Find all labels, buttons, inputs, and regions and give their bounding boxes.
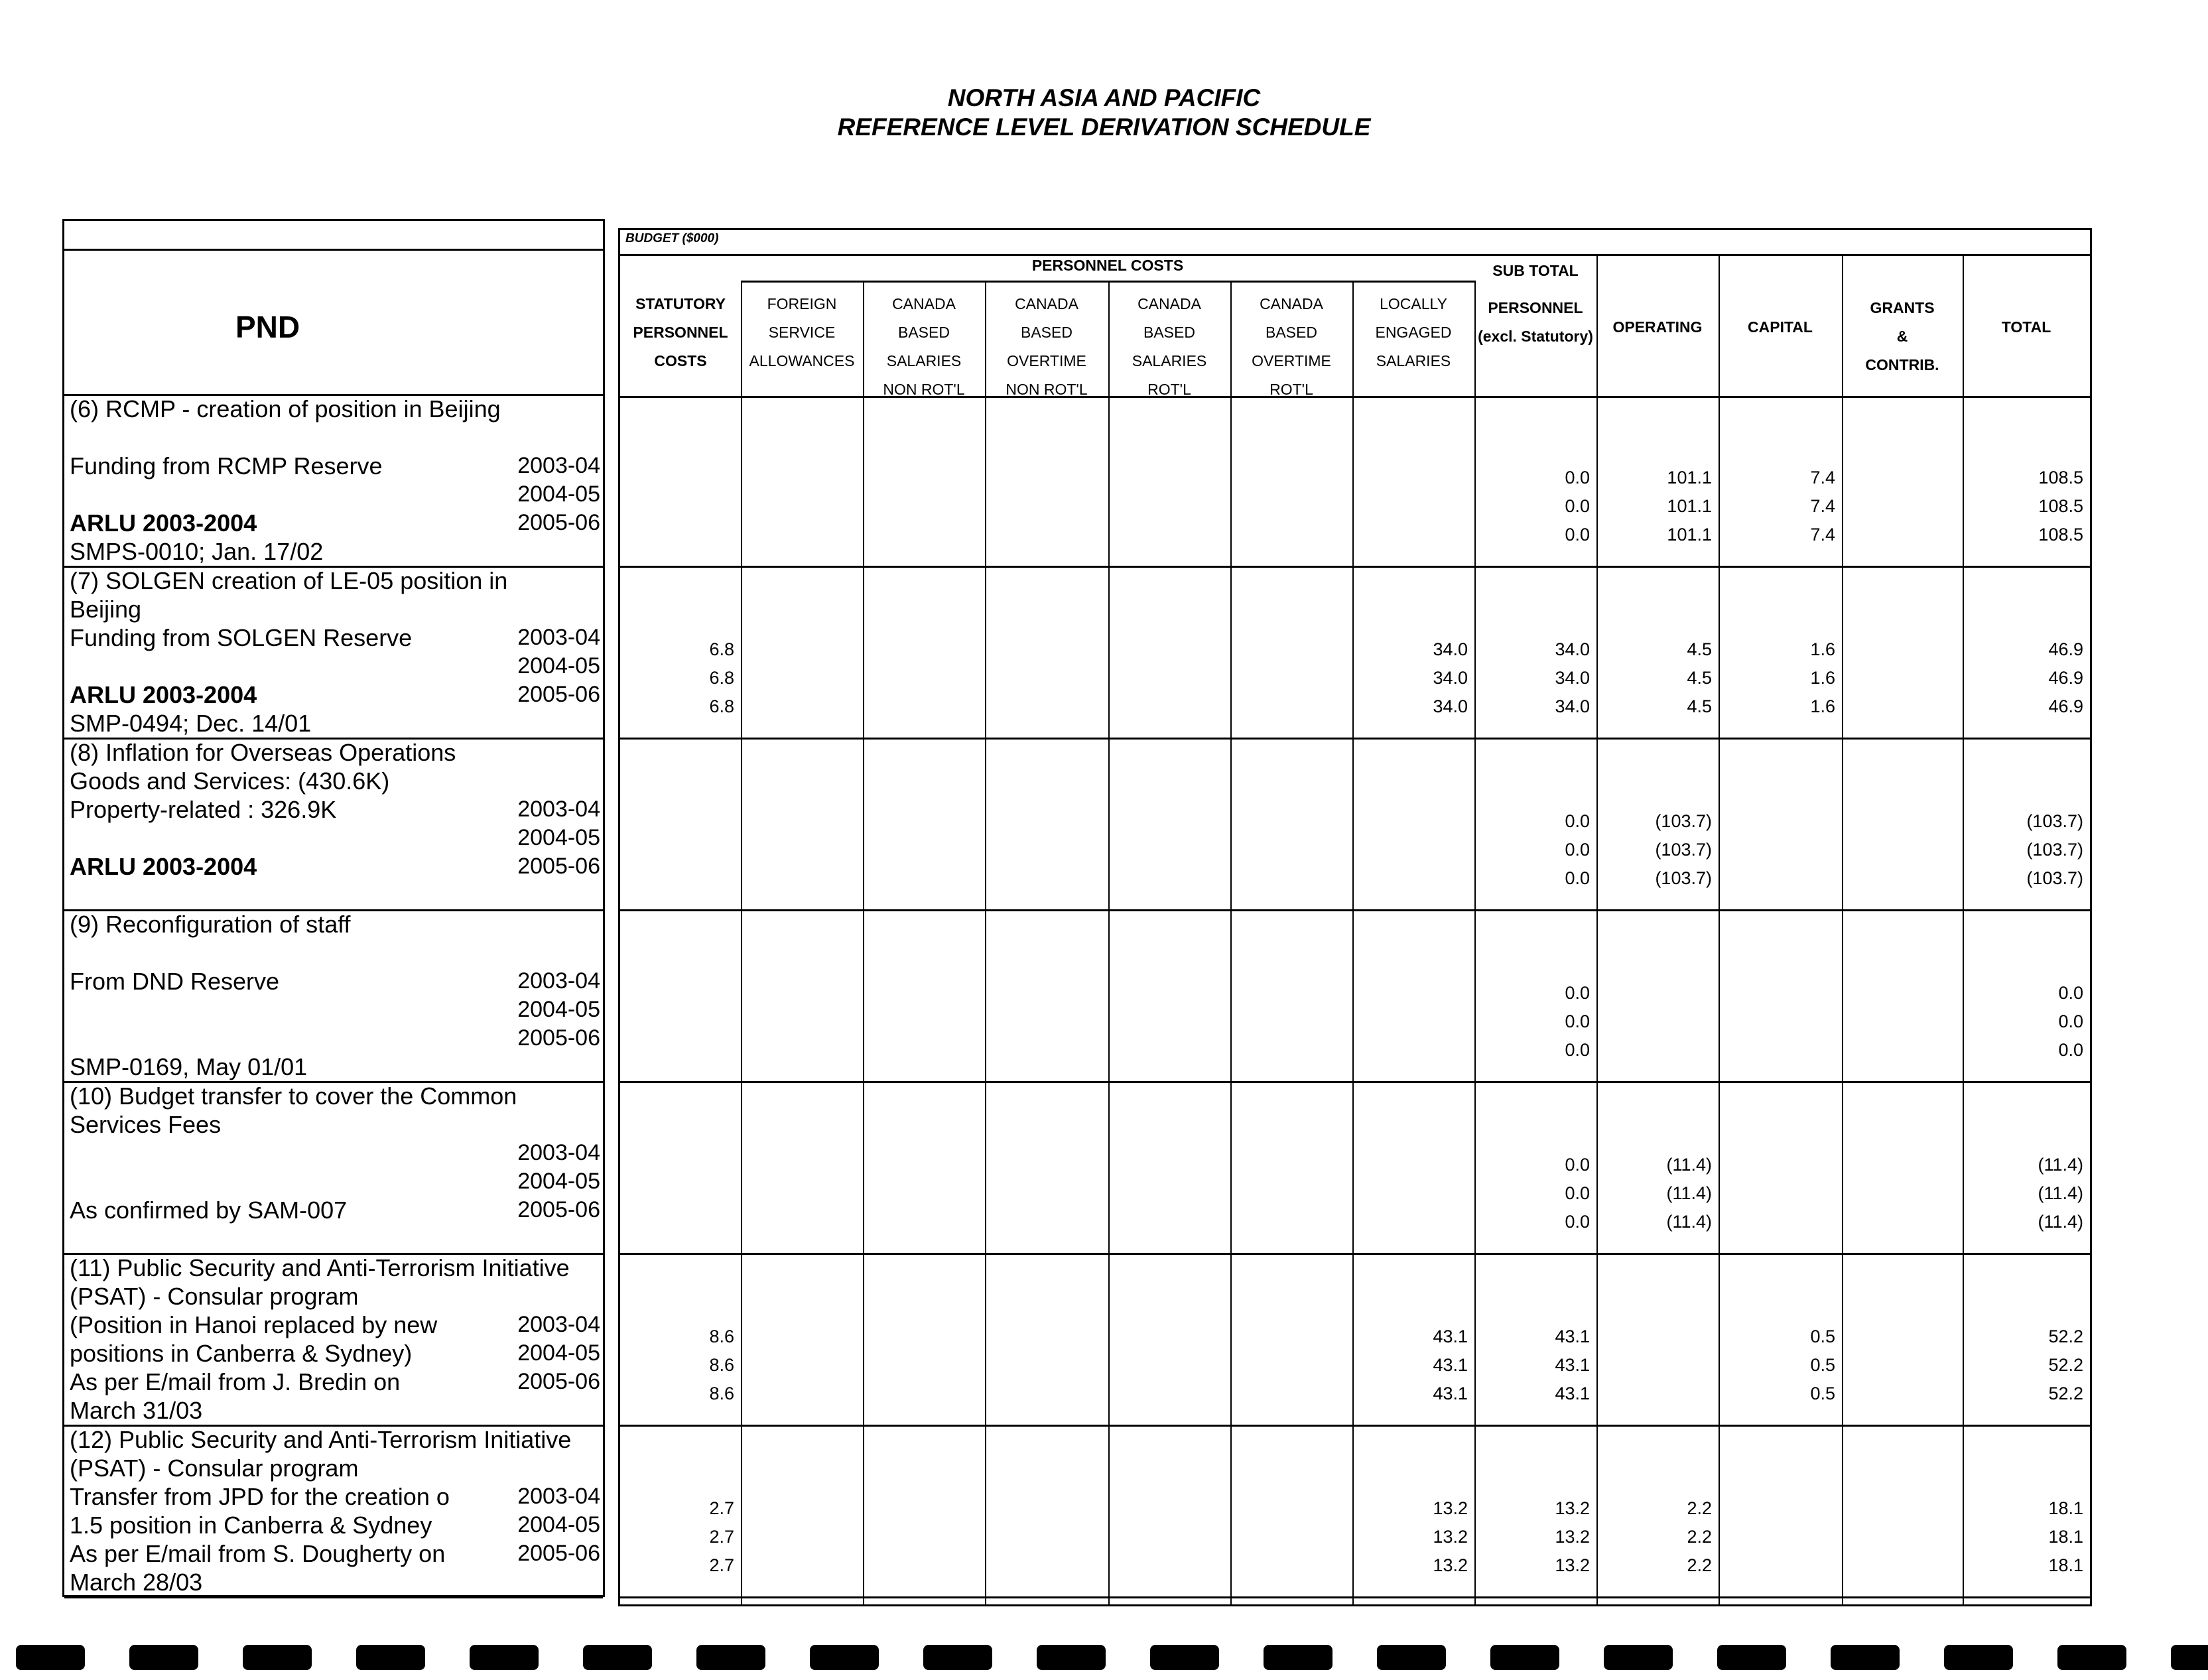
cell-value: 0.0 [1565,1155,1590,1175]
column-rule [985,281,986,1604]
cell-value: (11.4) [2038,1183,2083,1203]
item-description-line: March 28/03 [70,1569,203,1596]
cell-value: 0.0 [1565,496,1590,516]
cell-value: 108.5 [2038,496,2083,516]
cell-value: 2.7 [709,1498,734,1518]
cell-value: 0.0 [1565,525,1590,545]
cell-value: (11.4) [2038,1155,2083,1175]
perforation-mark [243,1645,312,1670]
fiscal-year: 2003-04 [517,1312,600,1337]
perforation-mark [1604,1645,1673,1670]
cell-value: 6.8 [709,639,734,659]
fiscal-year: 2005-06 [517,1197,600,1222]
item-description-line: ARLU 2003-2004 [70,681,257,708]
cell-value: 34.0 [1433,668,1468,688]
cell-value: 2.2 [1687,1527,1712,1547]
personnel-group-rule [741,281,1474,283]
cell-value: 0.0 [1565,1040,1590,1060]
fiscal-year: 2004-05 [517,482,600,507]
perforation-mark [696,1645,765,1670]
cell-value: 34.0 [1433,696,1468,716]
item-description-panel [62,219,605,1597]
cell-value: 0.0 [1565,868,1590,888]
perforation-mark [1717,1645,1786,1670]
column-header: CANADA BASED OVERTIME ROT'L [1252,295,1331,398]
cell-value: 13.2 [1555,1527,1590,1547]
item-description-line: From DND Reserve [70,968,280,995]
item-description-line: (7) SOLGEN creation of LE-05 position in [70,567,508,594]
cell-value: (103.7) [2026,840,2083,860]
cell-value: 43.1 [1555,1384,1590,1403]
fiscal-year: 2004-05 [517,997,600,1022]
cell-value: 13.2 [1555,1498,1590,1518]
cell-value: 7.4 [1810,525,1835,545]
item-description-line: (11) Public Security and Anti-Terrorism Initiative [70,1254,570,1281]
fiscal-year: 2005-06 [517,1369,600,1394]
cell-value: 13.2 [1433,1498,1468,1518]
cell-value: 4.5 [1687,696,1712,716]
perforation-mark [356,1645,425,1670]
cell-value: 7.4 [1810,468,1835,487]
sub-total-label: SUB TOTAL [1492,262,1579,279]
cell-value: (11.4) [1666,1183,1712,1203]
fiscal-year: 2004-05 [517,825,600,850]
fiscal-year: 2003-04 [517,453,600,478]
cell-value: (11.4) [2038,1212,2083,1232]
cell-value: 0.0 [1565,983,1590,1003]
item-description-line: As per E/mail from S. Dougherty on [70,1540,446,1567]
perforation-mark [1831,1645,1900,1670]
cell-value: 108.5 [2038,468,2083,487]
item-block [64,740,603,911]
item-description-line: Transfer from JPD for the creation o [70,1483,450,1510]
cell-value: 0.0 [1565,1183,1590,1203]
cell-value: 46.9 [2048,696,2083,716]
perforation-mark [1264,1645,1332,1670]
cell-value: 2.7 [709,1555,734,1575]
fiscal-year: 2003-04 [517,968,600,994]
cell-value: 6.8 [709,668,734,688]
cell-value: 43.1 [1433,1326,1468,1346]
column-rule [863,281,864,1604]
cell-value: 2.2 [1687,1555,1712,1575]
fiscal-year: 2004-05 [517,1169,600,1194]
cell-value: 4.5 [1687,639,1712,659]
cell-value: 1.6 [1810,668,1835,688]
cell-value: 43.1 [1555,1355,1590,1375]
item-description-line: Beijing [70,596,142,623]
column-rule [1719,254,1720,1604]
column-header: LOCALLY ENGAGED SALARIES [1375,295,1452,369]
cell-value: (103.7) [1655,811,1712,831]
fiscal-year: 2003-04 [517,625,600,650]
item-description-line: (8) Inflation for Overseas Operations [70,739,456,766]
cell-value: 13.2 [1433,1555,1468,1575]
item-block [64,1255,603,1427]
item-description-line: ARLU 2003-2004 [70,853,257,880]
budget-label: BUDGET ($000) [625,231,719,245]
budget-table [618,228,2092,1606]
cell-value: 8.6 [709,1326,734,1346]
fiscal-year: 2005-06 [517,1541,600,1566]
fiscal-year: 2005-06 [517,510,600,535]
cell-value: 13.2 [1555,1555,1590,1575]
cell-value: 8.6 [709,1355,734,1375]
cell-value: 0.0 [1565,840,1590,860]
cell-value: 8.6 [709,1384,734,1403]
column-header: PERSONNEL (excl. Statutory) [1478,299,1593,345]
fiscal-year: 2004-05 [517,1340,600,1366]
cell-value: 0.0 [1565,1011,1590,1031]
row-separator [620,1253,2090,1255]
fiscal-year: 2005-06 [517,1025,600,1051]
cell-value: 43.1 [1433,1355,1468,1375]
cell-value: 0.0 [2058,983,2083,1003]
item-description-line: Goods and Services: (430.6K) [70,767,390,795]
cell-value: 46.9 [2048,668,2083,688]
column-rule [1474,281,1476,1604]
cell-value: 43.1 [1433,1384,1468,1403]
item-description-line: Funding from SOLGEN Reserve [70,624,413,651]
column-rule [1108,281,1110,1604]
column-header: TOTAL [2001,318,2051,336]
column-rule [1596,254,1598,1604]
title-line-1: NORTH ASIA AND PACIFIC [947,84,1261,111]
cell-value: 0.0 [1565,811,1590,831]
row-separator [620,1081,2090,1083]
perforation-mark [1944,1645,2013,1670]
item-description-line: (PSAT) - Consular program [70,1454,359,1482]
item-description-line: SMPS-0010; Jan. 17/02 [70,538,324,565]
cell-value: 1.6 [1810,696,1835,716]
row-separator [620,566,2090,568]
perforation-mark [2171,1645,2208,1670]
item-description-line: Property-related : 326.9K [70,796,337,823]
fiscal-year: 2003-04 [517,797,600,822]
item-block [64,911,603,1083]
perforation-mark [923,1645,992,1670]
perforation-mark [2057,1645,2126,1670]
cell-value: (103.7) [2026,868,2083,888]
fiscal-year: 2005-06 [517,682,600,707]
cell-value: (103.7) [1655,840,1712,860]
item-block [64,396,603,568]
column-rule [1230,281,1232,1604]
item-description-line: positions in Canberra & Sydney) [70,1340,413,1367]
item-description-line: March 31/03 [70,1397,203,1424]
cell-value: (11.4) [1666,1155,1712,1175]
cell-value: 52.2 [2048,1355,2083,1375]
cell-value: 4.5 [1687,668,1712,688]
item-block [64,1083,603,1255]
cell-value: (103.7) [1655,868,1712,888]
row-separator [620,909,2090,911]
cell-value: 34.0 [1555,696,1590,716]
fiscal-year: 2003-04 [517,1140,600,1165]
left-header [64,249,603,396]
column-header: CANADA BASED SALARIES NON ROT'L [883,295,965,398]
item-description-line: (9) Reconfiguration of staff [70,911,351,938]
item-description-line: Funding from RCMP Reserve [70,452,383,480]
cell-value: 34.0 [1555,668,1590,688]
perforation-mark [1150,1645,1219,1670]
cell-value: 6.8 [709,696,734,716]
cell-value: 0.5 [1810,1326,1835,1346]
row-separator [620,1425,2090,1427]
header-rule [620,254,2090,256]
cell-value: 108.5 [2038,525,2083,545]
cell-value: 0.5 [1810,1355,1835,1375]
cell-value: 46.9 [2048,639,2083,659]
column-header: OPERATING [1612,318,1703,336]
item-description-line: (12) Public Security and Anti-Terrorism Initiative [70,1426,572,1453]
cell-value: 34.0 [1433,639,1468,659]
cell-value: 101.1 [1667,468,1712,487]
item-description-line: (10) Budget transfer to cover the Common [70,1082,517,1110]
item-description-line: Services Fees [70,1111,222,1138]
cell-value: 1.6 [1810,639,1835,659]
column-header: STATUTORY PERSONNEL COSTS [633,295,728,369]
cell-value: 18.1 [2048,1555,2083,1575]
header-bottom-rule [620,396,2090,398]
cell-value: 2.7 [709,1527,734,1547]
cell-value: 2.2 [1687,1498,1712,1518]
column-header: GRANTS & CONTRIB. [1865,299,1939,373]
item-description-line: SMP-0169, May 01/01 [70,1053,308,1080]
cell-value: 0.0 [1565,468,1590,487]
item-description-line: (Position in Hanoi replaced by new [70,1311,438,1338]
item-description-line: (PSAT) - Consular program [70,1283,359,1310]
item-description-line: (6) RCMP - creation of position in Beijing [70,395,501,422]
cell-value: 0.0 [2058,1040,2083,1060]
cell-value: 7.4 [1810,496,1835,516]
perforation-mark [16,1645,85,1670]
column-rule [1352,281,1354,1604]
item-block [64,1427,603,1598]
perforation-mark [1490,1645,1559,1670]
column-header: FOREIGN SERVICE ALLOWANCES [749,295,855,369]
row-separator [620,738,2090,740]
item-description-line: 1.5 position in Canberra & Sydney [70,1512,432,1539]
cell-value: 52.2 [2048,1326,2083,1346]
perforation-mark [1037,1645,1106,1670]
fiscal-year: 2005-06 [517,854,600,879]
cell-value: 34.0 [1555,639,1590,659]
item-description-line: As confirmed by SAM-007 [70,1196,348,1224]
perforation-mark [583,1645,652,1670]
fiscal-year: 2004-05 [517,1512,600,1537]
perforation-mark [470,1645,539,1670]
column-header: CANADA BASED OVERTIME NON ROT'L [1006,295,1088,398]
pnd-header: PND [235,310,300,344]
cell-value: 0.5 [1810,1384,1835,1403]
item-description-line: As per E/mail from J. Bredin on [70,1368,401,1395]
cell-value: 0.0 [2058,1011,2083,1031]
cell-value: 101.1 [1667,525,1712,545]
column-rule [1963,254,1964,1604]
cell-value: 0.0 [1565,1212,1590,1232]
column-header: CAPITAL [1748,318,1813,336]
column-rule [1842,254,1843,1604]
cell-value: 101.1 [1667,496,1712,516]
cell-value: (103.7) [2026,811,2083,831]
cell-value: 52.2 [2048,1384,2083,1403]
fiscal-year: 2003-04 [517,1484,600,1509]
column-header: CANADA BASED SALARIES ROT'L [1132,295,1207,398]
cell-value: 18.1 [2048,1498,2083,1518]
cell-value: (11.4) [1666,1212,1712,1232]
cell-value: 13.2 [1433,1527,1468,1547]
personnel-costs-label: PERSONNEL COSTS [1031,257,1184,274]
column-rule [741,281,742,1604]
perforation-mark [810,1645,879,1670]
perforation-mark [129,1645,198,1670]
cell-value: 43.1 [1555,1326,1590,1346]
fiscal-year: 2004-05 [517,653,600,678]
item-description-line: SMP-0494; Dec. 14/01 [70,710,312,737]
title-line-2: REFERENCE LEVEL DERIVATION SCHEDULE [837,113,1371,141]
item-block [64,568,603,740]
cell-value: 18.1 [2048,1527,2083,1547]
item-description-line: ARLU 2003-2004 [70,509,257,537]
row-separator [620,1596,2090,1598]
perforation-mark [1377,1645,1446,1670]
